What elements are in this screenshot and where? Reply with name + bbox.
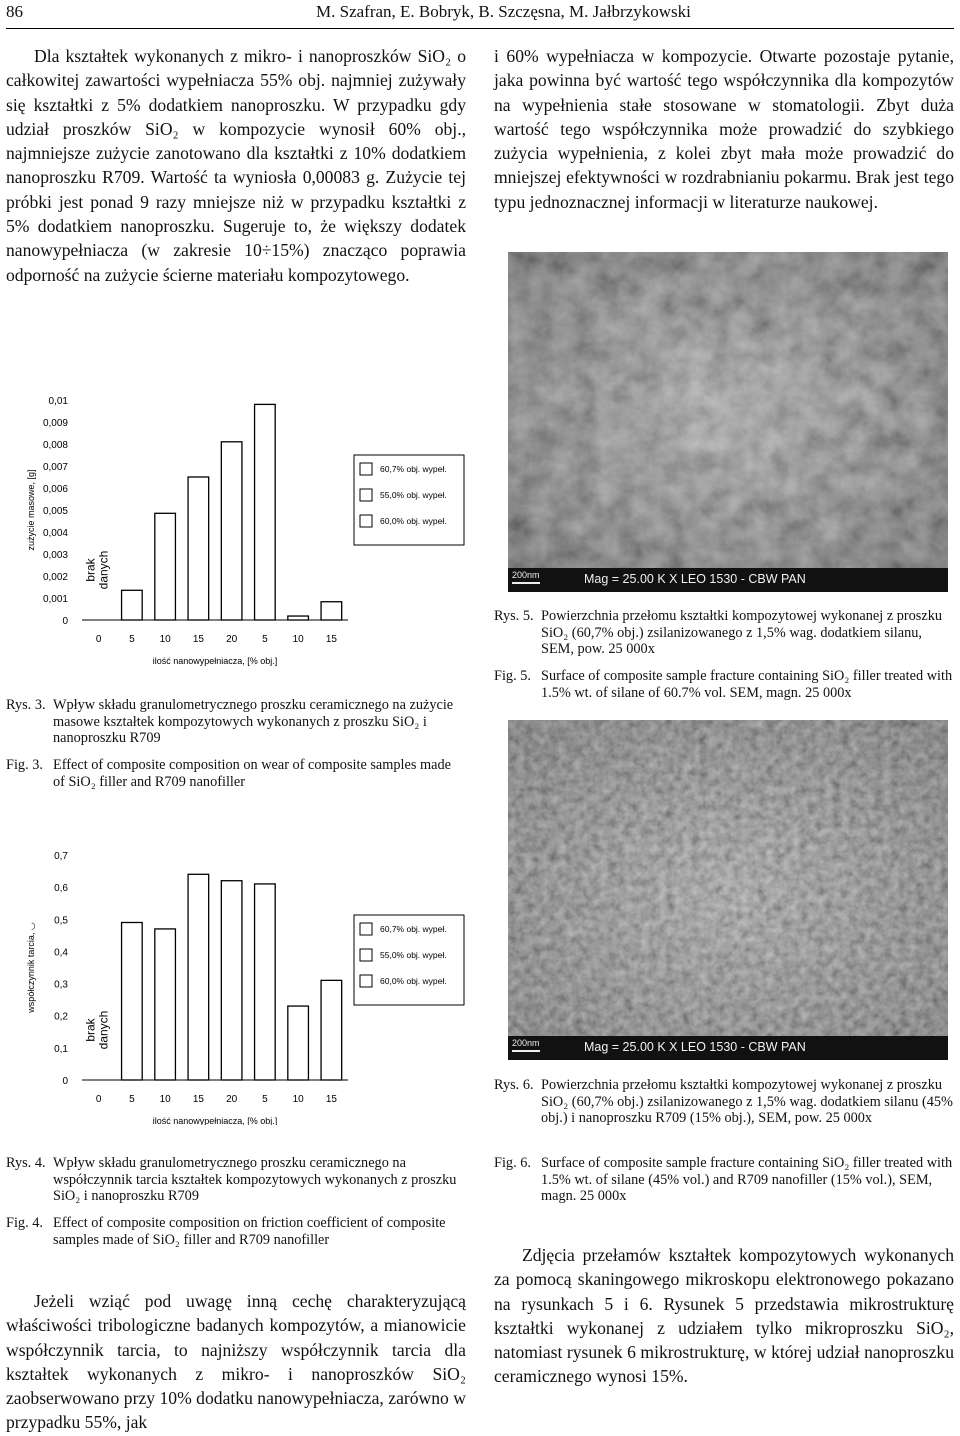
fig4-caption-pl bbox=[6, 1155, 466, 1205]
fig6-label-pl: Rys. 6. bbox=[494, 1077, 534, 1093]
y-tick-label: 0,3 bbox=[54, 979, 68, 991]
right-bottom-paragraph: Zdjęcia przełamów kształtek kompozytowych wykonanych za pomocą skaningowego mikroskopu elektronowego pokazano na rysunkach 5 i 6. Rysunek 5 przedstawia mikrostrukturę kształtki wykonanej z udziałem tylko mikroproszku SiO₂, natomiast rysunek 6 mikrostrukturę, w której udział nanoproszku ceramicznego wynosi 15%. bbox=[494, 1245, 954, 1387]
bar bbox=[155, 929, 176, 1080]
fig3-text-pl: Wpływ składu granulometrycznego proszku ceramicznego na zużycie masowe kształtek kompozytowych wykonanych z proszku SiO₂ i nanoproszku R709 bbox=[53, 697, 454, 747]
legend-swatch bbox=[360, 515, 372, 527]
sem-databar-fig5 bbox=[508, 568, 948, 592]
y-tick-label: 0,003 bbox=[42, 550, 68, 561]
fig3-caption-pl bbox=[6, 697, 466, 747]
x-tick-label: 0 bbox=[95, 634, 102, 645]
x-tick-label: 15 bbox=[192, 634, 204, 645]
y-tick-label: 0,002 bbox=[42, 572, 68, 583]
fig5-label-pl: Rys. 5. bbox=[494, 608, 534, 624]
fig4-label-en: Fig. 4. bbox=[6, 1215, 43, 1231]
legend-entry: 60,0% obj. wypeł. bbox=[380, 516, 447, 526]
y-tick-label: 0,001 bbox=[42, 594, 68, 605]
x-tick-label: 20 bbox=[226, 634, 238, 645]
sem-texture-fig5 bbox=[508, 252, 948, 568]
x-tick-label: 0 bbox=[95, 1094, 102, 1105]
fig6-text-en: Surface of composite sample fracture containing SiO₂ filler treated with 1.5% wt. of silane (45% vol.) and R709 nanofiller (15% vol.), SEM, magn. 25 000x bbox=[541, 1155, 953, 1205]
sem-scale-fig6: 200nm bbox=[512, 1038, 540, 1048]
bar bbox=[255, 404, 276, 620]
y-tick-label: 0,006 bbox=[42, 484, 68, 495]
y-tick-label: 0,2 bbox=[54, 1011, 68, 1023]
y-tick-label: 0,5 bbox=[54, 915, 68, 927]
bar bbox=[221, 881, 242, 1080]
no-data-label bbox=[84, 1011, 111, 1050]
fig6-text-pl: Powierzchnia przełomu kształtki kompozytowej wykonanej z proszku SiO₂ (60,7% obj.) zsilanizowanego z 1,5% wag. dodatkiem silanu (45% obj.) i nanoproszku R709 (15% obj.), SEM, pow. 25 000x bbox=[541, 1077, 953, 1127]
sem-image-fig6 bbox=[508, 720, 948, 1060]
x-tick-label: 15 bbox=[325, 1094, 337, 1105]
fig3-label-en: Fig. 3. bbox=[6, 757, 43, 773]
x-tick-label: 10 bbox=[292, 634, 304, 645]
no-data-label-line: danych bbox=[96, 1010, 111, 1050]
x-tick-label: 5 bbox=[262, 1094, 268, 1105]
fig5-caption-pl bbox=[494, 608, 954, 658]
x-tick-label: 10 bbox=[159, 1094, 171, 1105]
x-tick-label: 5 bbox=[129, 634, 135, 645]
y-tick-label: 0,008 bbox=[42, 440, 68, 451]
sem-texture-fig6 bbox=[508, 720, 948, 1036]
bar bbox=[321, 602, 342, 620]
y-tick-label: 0,01 bbox=[48, 396, 68, 407]
sem-image-fig5 bbox=[508, 252, 948, 592]
x-tick-label: 5 bbox=[262, 634, 268, 645]
x-tick-label: 10 bbox=[159, 634, 171, 645]
fig4-caption-en bbox=[6, 1215, 466, 1248]
y-tick-label: 0,1 bbox=[54, 1043, 68, 1055]
fig5-text-en: Surface of composite sample fracture containing SiO₂ filler treated with 1.5% wt. of silane of 60.7% vol. SEM, magn. 25 000x bbox=[541, 668, 953, 701]
x-tick-label: 10 bbox=[292, 1094, 304, 1105]
no-data-label-line: brak bbox=[83, 1018, 98, 1042]
y-tick-label: 0,4 bbox=[54, 947, 68, 959]
bar bbox=[188, 477, 209, 620]
fig6-caption-en bbox=[494, 1155, 954, 1205]
fig6-label-en: Fig. 6. bbox=[494, 1155, 531, 1171]
fig3-caption-en bbox=[6, 757, 466, 790]
y-tick-label: 0,004 bbox=[42, 528, 68, 539]
fig3-label-pl: Rys. 3. bbox=[6, 697, 46, 713]
sem-databar-fig6 bbox=[508, 1036, 948, 1060]
fig5-text-pl: Powierzchnia przełomu kształtki kompozytowej wykonanej z proszku SiO₂ (60,7% obj.) zsilanizowanego z 1,5% wag. dodatkiem silanu, SEM, pow. 25 000x bbox=[541, 608, 942, 658]
bar bbox=[122, 923, 143, 1081]
no-data-label bbox=[84, 551, 111, 590]
legend-swatch bbox=[360, 463, 372, 475]
x-tick-label: 15 bbox=[192, 1094, 204, 1105]
friction-bar-chart bbox=[0, 835, 480, 1125]
running-header-authors: M. Szafran, E. Bobryk, B. Szczęsna, M. Jałbrzykowski bbox=[316, 2, 691, 21]
fig3-text-en: Effect of composite composition on wear of composite samples made of SiO₂ filler and R709 nanofiller bbox=[53, 757, 451, 790]
bar bbox=[288, 616, 309, 620]
y-tick-label: 0,009 bbox=[42, 418, 68, 429]
x-tick-label: 20 bbox=[226, 1094, 238, 1105]
y-tick-label: 0,6 bbox=[54, 883, 68, 895]
x-axis-label: ilość nanowypełniacza, [% obj.] bbox=[152, 1116, 278, 1125]
y-tick-label: 0 bbox=[62, 1076, 68, 1087]
fig4-text-pl: Wpływ składu granulometrycznego proszku ceramicznego na współczynnik tarcia kształtek kompozytowych wykonanych z proszku SiO₂ i nanoproszku R709 bbox=[53, 1155, 457, 1205]
legend-entry: 60,7% obj. wypeł. bbox=[380, 924, 447, 934]
no-data-label-line: danych bbox=[96, 550, 111, 590]
fig4-label-pl: Rys. 4. bbox=[6, 1155, 46, 1171]
x-axis-label: ilość nanowypełniacza, [% obj.] bbox=[152, 656, 278, 666]
sem-scale-fig5: 200nm bbox=[512, 570, 540, 580]
sem-info-fig5: Mag = 25.00 K X LEO 1530 - CBW PAN bbox=[584, 572, 806, 586]
bar bbox=[255, 884, 276, 1080]
bar bbox=[188, 874, 209, 1080]
y-tick-label: 0,7 bbox=[54, 851, 68, 862]
fig5-caption-en bbox=[494, 668, 954, 701]
y-axis-label: współczynnik tarcia, ◡ bbox=[26, 922, 36, 1013]
header-rule bbox=[6, 28, 954, 29]
fig4-text-en: Effect of composite composition on friction coefficient of composite samples made of SiO₂ filler and R709 nanofiller bbox=[53, 1215, 446, 1248]
fig6-caption-pl bbox=[494, 1077, 954, 1127]
y-axis-label: zużycie masowe, [g] bbox=[26, 469, 36, 551]
x-tick-label: 5 bbox=[129, 1094, 135, 1105]
bar bbox=[321, 980, 342, 1080]
bar bbox=[155, 513, 176, 620]
legend-swatch bbox=[360, 949, 372, 961]
wear-bar-chart bbox=[0, 380, 480, 680]
legend-entry: 60,7% obj. wypeł. bbox=[380, 464, 447, 474]
fig5-label-en: Fig. 5. bbox=[494, 668, 531, 684]
page-number: 86 bbox=[6, 2, 23, 21]
legend-entry: 55,0% obj. wypeł. bbox=[380, 490, 447, 500]
no-data-label-line: brak bbox=[83, 558, 98, 582]
legend-entry: 60,0% obj. wypeł. bbox=[380, 976, 447, 986]
y-tick-label: 0,007 bbox=[42, 462, 68, 473]
x-tick-label: 15 bbox=[325, 634, 337, 645]
legend-swatch bbox=[360, 975, 372, 987]
right-top-paragraph: i 60% wypełniacza w kompozycie. Otwarte pozostaje pytanie, jaka powinna być wartość tego współczynnika dla kompozytów na wypełnienia stałe stosowane w stomatologii. Zbyt duża wartość tego współczynnika może prowadzić do szybkiego zużycia wypełnienia, z kolei zbyt mała może prowadzić do mniejszej efektywności w rozdrabnianiu pokarmu. Brak jest tego typu jednoznacznej informacji w literaturze naukowej. bbox=[494, 46, 954, 212]
bar bbox=[122, 590, 143, 620]
legend-swatch bbox=[360, 923, 372, 935]
y-tick-label: 0 bbox=[62, 616, 68, 627]
left-bottom-paragraph: Jeżeli wziąć pod uwagę inną cechę charakteryzującą właściwości tribologiczne badanych kompozytów, a mianowicie współczynnik tarcia, to najniższy współczynnik tarcia dla kształtek wykonanych z mikro- i nanoproszków SiO₂ zaobserwowano przy 10% dodatku nanowypełniacza, zarówno w przypadku 55%, jak bbox=[6, 1291, 466, 1433]
bar bbox=[288, 1006, 309, 1080]
y-tick-label: 0,005 bbox=[42, 506, 68, 517]
left-top-paragraph: Dla kształtek wykonanych z mikro- i nanoproszków SiO₂ o całkowitej zawartości wypełniacza 55% obj. najmniej zużywały się kształtki z 5% dodatkiem nanoproszku. W przypadku gdy udział proszków SiO₂ w kompozycie wynosił 60% obj., najmniejsze zużycie zanotowano dla kształtki z 10% dodatkiem nanoproszku R709. Wartość ta wyniosła 0,00083 g. Zużycie tej próbki jest ponad 9 razy mniejsze niż w przypadku kształtki z 5% dodatkiem nanoproszku. Sugeruje to, że większy dodatek nanowypełniacza (w zakresie 10÷15%) znacząco poprawia odporność na zużycie ścierne materiału kompozytowego. bbox=[6, 46, 466, 285]
legend-entry: 55,0% obj. wypeł. bbox=[380, 950, 447, 960]
legend-swatch bbox=[360, 489, 372, 501]
sem-info-fig6: Mag = 25.00 K X LEO 1530 - CBW PAN bbox=[584, 1040, 806, 1054]
bar bbox=[221, 442, 242, 620]
